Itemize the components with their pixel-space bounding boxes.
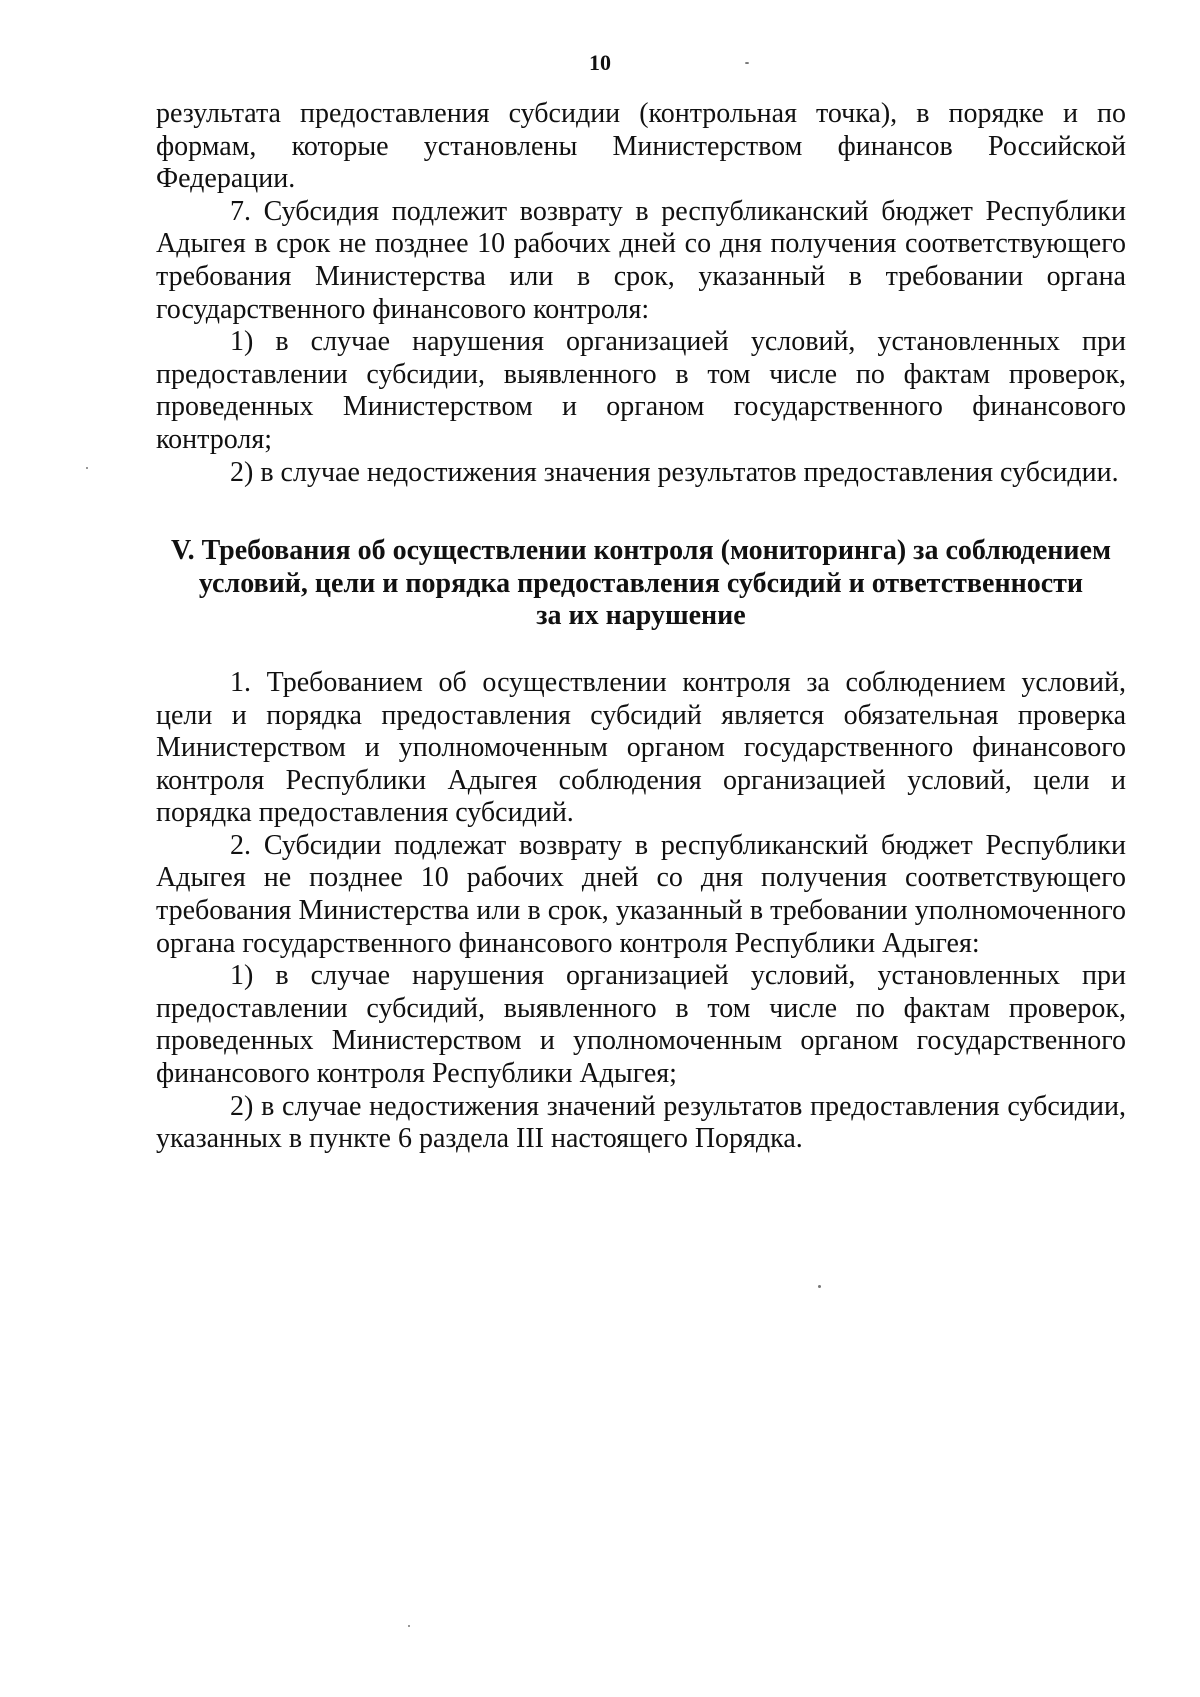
section-heading-line-3: за их нарушение (536, 600, 746, 632)
section-v-paragraph-2: 2. Субсидии подлежат возврату в республиканский бюджет Республики Адыгея не позднее 10 рабочих дней со дня получения соответствующего требования Министерства или в срок, указанный в требовании уполномоченного органа государственного финансового контроля Республики Адыгея: (156, 829, 1126, 959)
paragraph-item-7: 7. Субсидия подлежит возврату в республиканский бюджет Республики Адыгея в срок не позднее 10 рабочих дней со дня получения соответствующего требования Министерства или в срок, указанный в требовании органа государственного финансового контроля: (156, 195, 1126, 325)
scan-speck (408, 1625, 410, 1627)
section-v-paragraph-1: 1. Требованием об осуществлении контроля за соблюдением условий, цели и порядка предоставления субсидий является обязательная проверка Министерством и уполномоченным органом государственного финансового контроля Республики Адыгея соблюдения организацией условий, цели и порядка предоставления субсидий. (156, 666, 1126, 829)
document-body (156, 98, 1126, 1156)
scan-speck (745, 62, 749, 64)
paragraph-subitem-1: 1) в случае нарушения организацией условий, установленных при предоставлении субсидии, выявленного в том числе по фактам проверок, проведенных Министерством и органом государственного финансового контроля; (156, 326, 1126, 455)
section-heading (156, 535, 1126, 633)
section-heading-line-1: V. Требования об осуществлении контроля (мониторинга) за соблюдением (170, 535, 1112, 567)
section-v-subitem-1: 1) в случае нарушения организацией условий, установленных при предоставлении субсидий, выявленного в том числе по фактам проверок, проведенных Министерством и уполномоченным органом государственного финансового контроля Республики Адыгея; (156, 960, 1126, 1090)
section-heading-line-2: условий, цели и порядка предоставления субсидий и ответственности (198, 567, 1084, 599)
paragraph-subitem-2: 2) в случае недостижения значения результатов предоставления субсидии. (230, 456, 1119, 488)
paragraph-continuation: результата предоставления субсидии (контрольная точка), в порядке и по формам, которые установлены Министерством финансов Российской Федерации. (156, 98, 1126, 195)
section-v-subitem-2: 2) в случае недостижения значений результатов предоставления субсидии, указанных в пункте 6 раздела III настоящего Порядка. (156, 1090, 1126, 1155)
page-number: 10 (589, 50, 611, 75)
scan-speck (86, 467, 88, 469)
scan-speck (818, 1285, 821, 1288)
